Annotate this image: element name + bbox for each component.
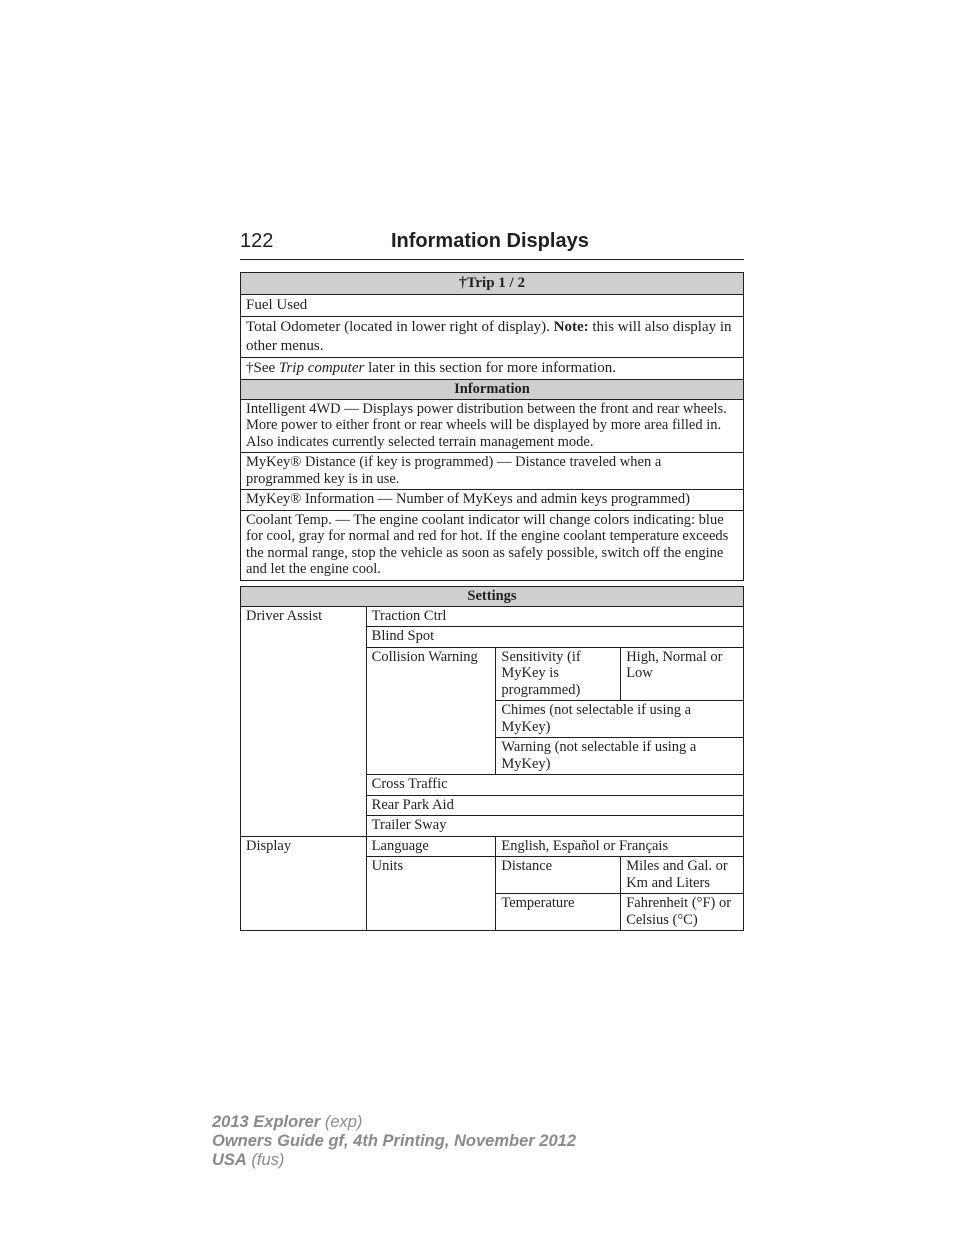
total-odometer-cell (241, 317, 744, 358)
temperature-cell: Temperature (496, 894, 621, 931)
footer-model: 2013 Explorer (212, 1113, 321, 1131)
note-label: Note: (553, 319, 589, 335)
see-text: †See (246, 360, 279, 376)
trailer-sway-cell: Trailer Sway (366, 816, 743, 837)
driver-assist-cell: Driver Assist (241, 606, 367, 836)
see-trip-computer-cell (241, 358, 744, 380)
temperature-options-cell: Fahrenheit (°F) or Celsius (°C) (621, 894, 744, 931)
footer-market: USA (212, 1151, 247, 1169)
sensitivity-cell: Sensitivity (if MyKey is programmed) (496, 647, 621, 701)
footer-line-model (212, 1113, 576, 1132)
information-heading: Information (241, 380, 744, 400)
trip-heading: †Trip 1 / 2 (241, 273, 744, 295)
language-options-cell: English, Español or Français (496, 836, 744, 857)
blind-spot-cell: Blind Spot (366, 627, 743, 648)
see-text-rest: later in this section for more information. (364, 360, 616, 376)
coolant-temp-cell: Coolant Temp. — The engine coolant indicator will change colors indicating: blue for cool, gray for normal and red for hot. If the engine coolant temperature exceeds the normal range, stop the vehicle as soon as safely possible, switch off the engine and let the engine cool. (241, 510, 744, 580)
distance-cell: Distance (496, 857, 621, 894)
page-header (240, 229, 744, 260)
settings-table (240, 586, 744, 931)
sensitivity-options-cell: High, Normal or Low (621, 647, 744, 701)
odometer-text: Total Odometer (located in lower right of display). (246, 319, 554, 335)
footer-line-market (212, 1151, 576, 1170)
fuel-used-cell: Fuel Used (241, 295, 744, 317)
units-cell: Units (366, 857, 496, 931)
settings-heading: Settings (241, 587, 744, 607)
trip-table (240, 272, 744, 380)
language-cell: Language (366, 836, 496, 857)
footer-line-printing: Owners Guide gf, 4th Printing, November 2012 (212, 1132, 576, 1150)
footer-market-code: (fus) (246, 1151, 285, 1169)
odometer-note-text: this will also display in other menus. (246, 319, 732, 354)
traction-ctrl-cell: Traction Ctrl (366, 606, 743, 627)
display-cell: Display (241, 836, 367, 931)
warning-cell: Warning (not selectable if using a MyKey) (496, 738, 744, 775)
page-footer (212, 1113, 576, 1170)
mykey-information-cell: MyKey® Information — Number of MyKeys and admin keys programmed) (241, 490, 744, 511)
page-title: Information Displays (391, 230, 589, 252)
chimes-cell: Chimes (not selectable if using a MyKey) (496, 701, 744, 738)
trip-computer-reference: Trip computer (278, 360, 365, 376)
cross-traffic-cell: Cross Traffic (366, 775, 743, 796)
footer-model-code: (exp) (320, 1113, 363, 1131)
distance-options-cell: Miles and Gal. or Km and Liters (621, 857, 744, 894)
mykey-distance-cell: MyKey® Distance (if key is programmed) — Distance traveled when a programmed key is in use. (241, 453, 744, 490)
intelligent-4wd-cell: Intelligent 4WD — Displays power distribution between the front and rear wheels. More power to either front or rear wheels will be displayed by more area filled in. Also indicates currently selected terrain management mode. (241, 399, 744, 453)
rear-park-aid-cell: Rear Park Aid (366, 795, 743, 816)
page-number: 122 (240, 230, 274, 252)
information-table (240, 379, 744, 581)
collision-warning-cell: Collision Warning (366, 647, 496, 775)
